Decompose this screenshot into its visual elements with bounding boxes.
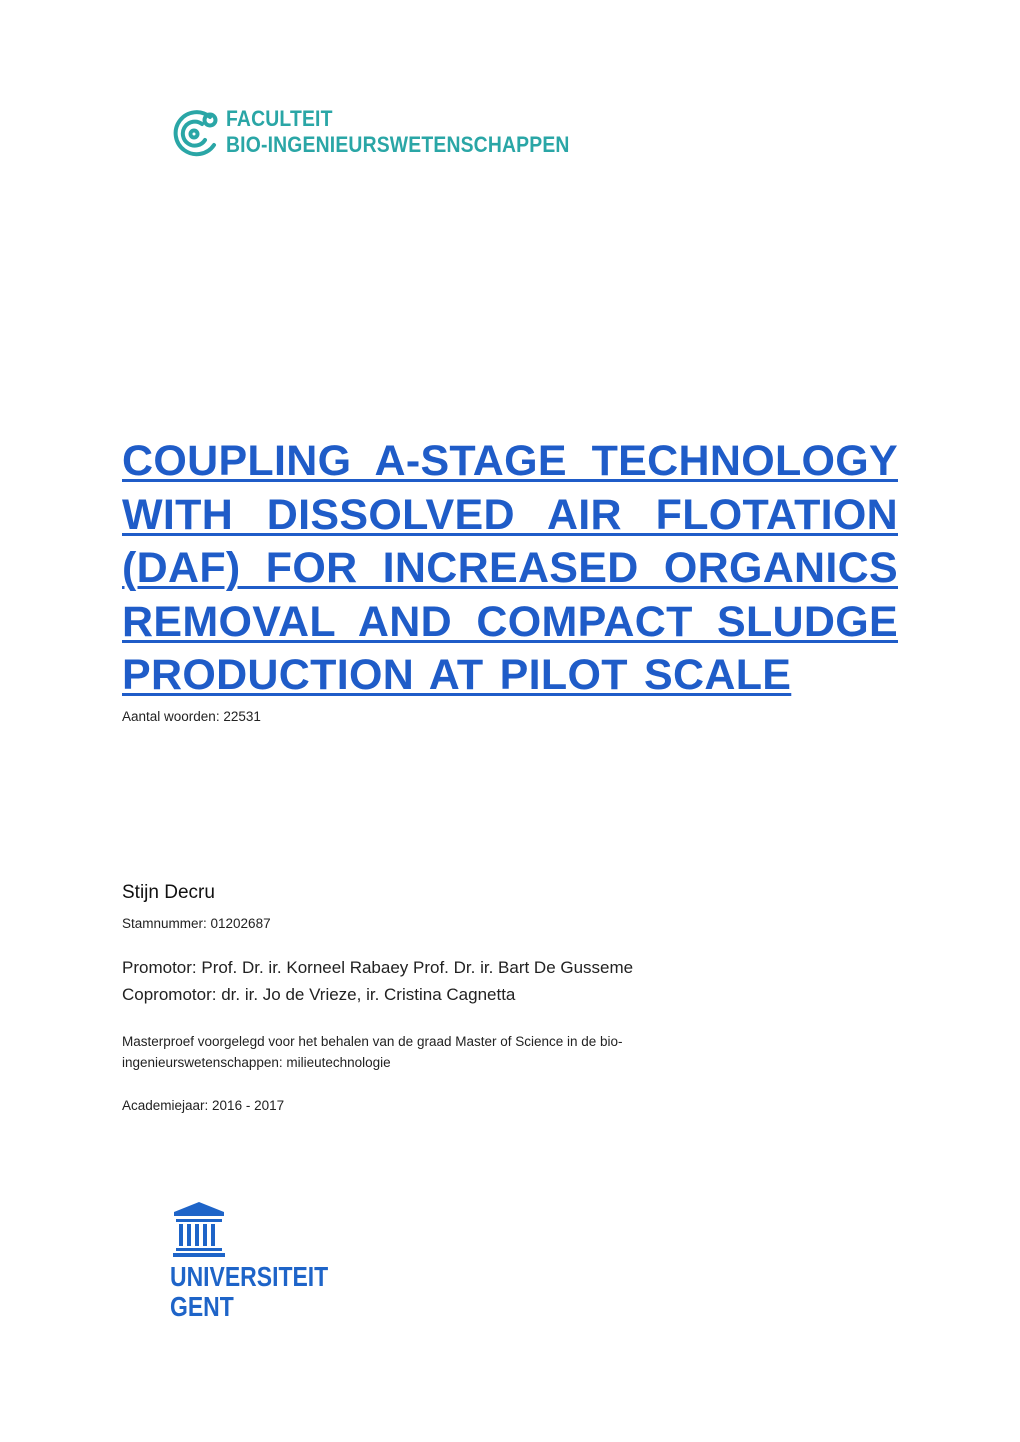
university-logo — [170, 1200, 340, 1325]
thesis-title: COUPLING A-STAGE TECHNOLOGY WITH DISSOLVED AIR FLOTATION (DAF) FOR INCREASED ORGANICS REMOVAL AND COMPACT SLUDGE PRODUCTION AT PILOT SCALE — [122, 437, 898, 699]
university-name — [170, 1262, 328, 1322]
student-number: Stamnummer: 01202687 — [122, 916, 271, 931]
copromotor: Copromotor: dr. ir. Jo de Vrieze, ir. Cristina Cagnetta — [122, 985, 516, 1004]
university-name-line2: GENT — [170, 1291, 234, 1322]
promotor: Promotor: Prof. Dr. ir. Korneel Rabaey Prof. Dr. ir. Bart De Gusseme — [122, 958, 634, 977]
author-name: Stijn Decru — [122, 882, 215, 903]
faculty-name-line2: BIO-INGENIEURSWETENSCHAPPEN — [226, 132, 570, 157]
faculty-logo — [170, 104, 610, 164]
word-count: Aantal woorden: 22531 — [122, 709, 261, 724]
thesis-note: Masterproef voorgelegd voor het behalen van de graad Master of Science in de bio-ingenieurswetenschappen: milieutechnologie — [122, 1034, 623, 1070]
faculty-name — [226, 106, 570, 158]
university-building-icon — [172, 1200, 226, 1258]
university-name-line1: UNIVERSITEIT — [170, 1261, 329, 1292]
academic-year: Academiejaar: 2016 - 2017 — [122, 1098, 285, 1113]
faculty-logo-icon — [170, 108, 220, 160]
faculty-name-line1: FACULTEIT — [226, 106, 333, 131]
